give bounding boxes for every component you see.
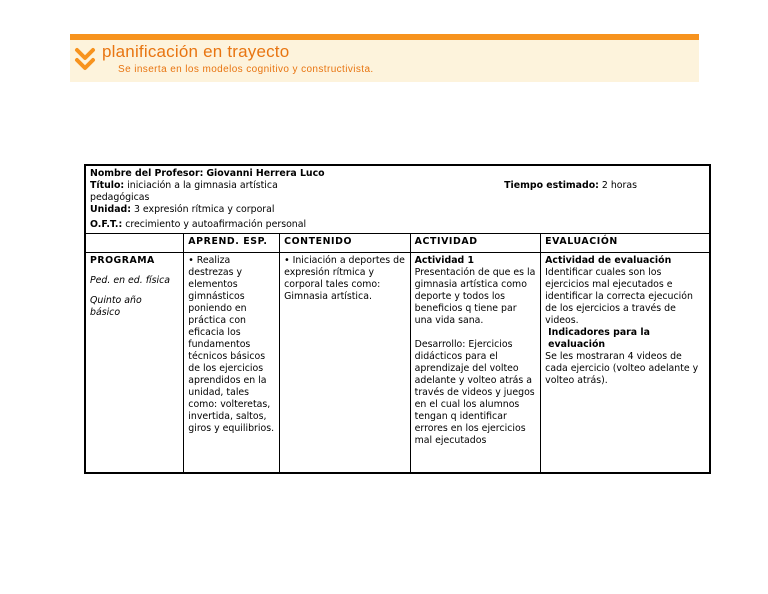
unidad-value: 3 expresión rítmica y corporal bbox=[133, 204, 275, 215]
titulo-value: iniciación a la gimnasia artística pedagógicas bbox=[90, 180, 278, 203]
programa-subject: Ped. en ed. física bbox=[90, 275, 170, 286]
titulo-tiempo-row bbox=[90, 180, 705, 204]
column-header-empty bbox=[85, 234, 184, 253]
actividad-cell bbox=[410, 253, 541, 474]
evaluacion-p1: Identificar cuales son los ejercicios mal ejecutados e identificar la correcta ejecución de los ejercicios a través de videos. bbox=[545, 267, 693, 326]
profesor-line bbox=[90, 168, 705, 180]
header-banner bbox=[70, 34, 699, 82]
unidad-line bbox=[90, 204, 705, 216]
column-header-evaluacion: EVALUACIÓN bbox=[541, 234, 710, 253]
actividad-p2: Desarrollo: Ejercicios didácticos para el aprendizaje del volteo adelante y volteo atrás a través de videos y juegos en el cual los alumnos tengan q identificar errores en los ejercicios mal ejecutados bbox=[414, 339, 535, 446]
tiempo-line bbox=[504, 180, 637, 204]
column-header-row bbox=[85, 234, 710, 253]
column-header-aprend: APREND. ESP. bbox=[184, 234, 280, 253]
indicadores-title: Indicadores para la evaluación bbox=[548, 327, 650, 350]
tiempo-value: 2 horas bbox=[601, 180, 637, 191]
evaluacion-p2: Se les mostraran 4 videos de cada ejercicio (volteo adelante y volteo atrás). bbox=[545, 351, 699, 386]
profesor-label: Nombre del Profesor: bbox=[90, 168, 204, 179]
profesor-value: Giovanni Herrera Luco bbox=[206, 168, 325, 179]
actividad-p1: Presentación de que es la gimnasia artística como deporte y todos los beneficios q tiene par una vida sana. bbox=[414, 267, 536, 326]
programa-level: Quinto año básico bbox=[90, 295, 142, 318]
actividad-title: Actividad 1 bbox=[414, 255, 475, 266]
planning-table bbox=[84, 164, 711, 474]
column-header-actividad: ACTIVIDAD bbox=[410, 234, 541, 253]
unidad-label: Unidad: bbox=[90, 204, 131, 215]
content-row bbox=[85, 253, 710, 474]
tiempo-label: Tiempo estimado: bbox=[504, 180, 599, 191]
banner-title: planificación en trayecto bbox=[102, 42, 290, 61]
oft-line bbox=[90, 219, 705, 231]
titulo-line bbox=[90, 180, 295, 204]
aprendizaje-cell: • Realiza destrezas y elementos gimnásticos poniendo en práctica con eficacia los fundamentos técnicos básicos de los ejercicios aprendidos en la unidad, tales como: volteretas, invertida, saltos, giros y equilibrios. bbox=[184, 253, 280, 474]
chevron-down-icon bbox=[74, 44, 96, 74]
evaluacion-cell bbox=[541, 253, 710, 474]
programa-label: PROGRAMA bbox=[90, 255, 155, 266]
titulo-label: Título: bbox=[90, 180, 125, 191]
oft-label: O.F.T.: bbox=[90, 219, 123, 230]
info-row bbox=[85, 165, 710, 234]
column-header-contenido: CONTENIDO bbox=[280, 234, 411, 253]
contenido-cell: • Iniciación a deportes de expresión rítmica y corporal tales como: Gimnasia artística. bbox=[280, 253, 411, 474]
programa-cell bbox=[85, 253, 184, 474]
info-cell bbox=[85, 165, 710, 234]
oft-value: crecimiento y autoafirmación personal bbox=[125, 219, 307, 230]
banner-subtitle: Se inserta en los modelos cognitivo y constructivista. bbox=[118, 64, 374, 75]
evaluacion-title: Actividad de evaluación bbox=[545, 255, 672, 266]
